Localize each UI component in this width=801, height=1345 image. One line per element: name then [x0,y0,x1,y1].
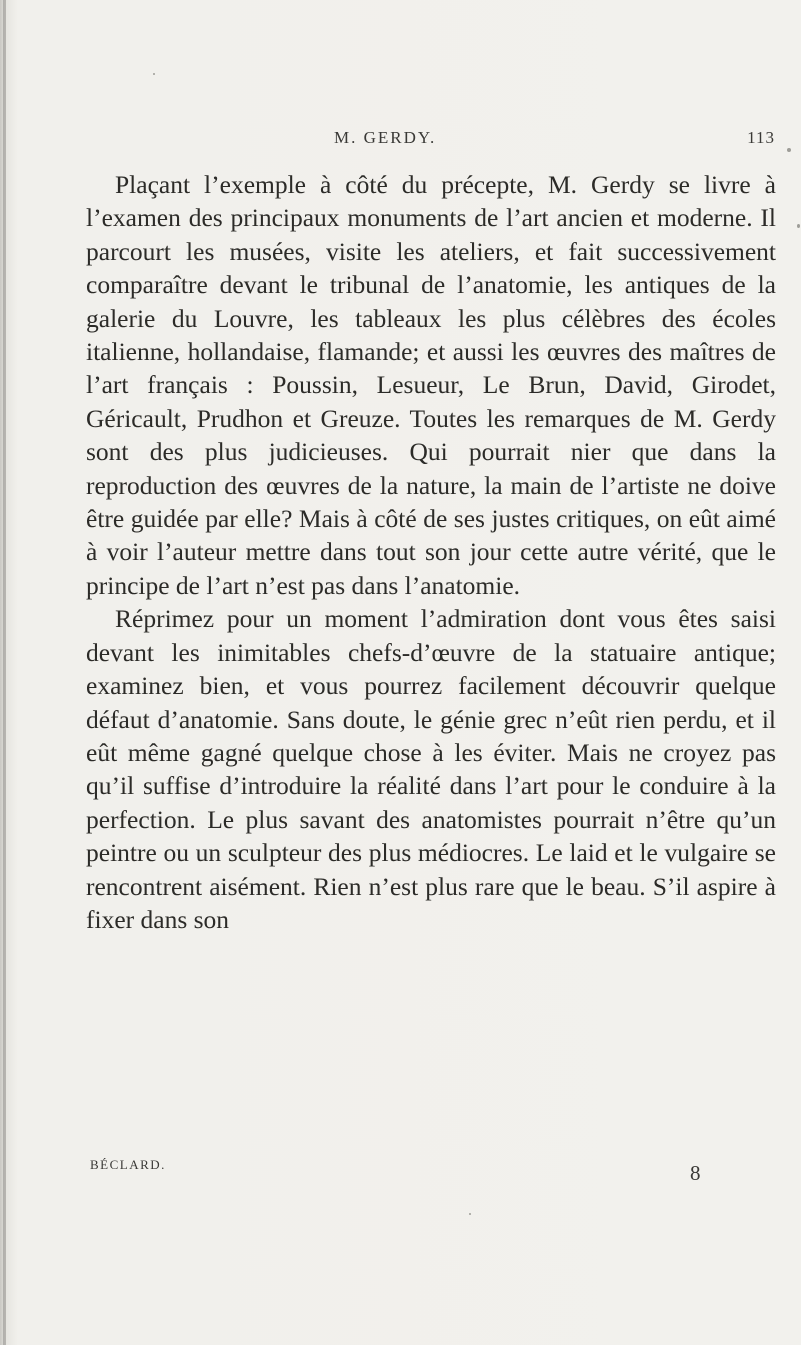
paragraph: Plaçant l’exemple à côté du précepte, M. Gerdy se livre à l’examen des principaux monuments de l’art ancien et moderne. Il parcourt les musées, visite les ateliers, et fait successivement comparaître devant le tribunal de l’anatomie, les antiques de la galerie du Louvre, les tableaux les plus célèbres des écoles italienne, hollandaise, flamande; et aussi les œuvres des maîtres de l’art français : Poussin, Lesueur, Le Brun, David, Girodet, Géricault, Prudhon et Greuze. Toutes les remarques de M. Gerdy sont des plus judicieuses. Qui pourrait nier que dans la reproduction des œuvres de la nature, la main de l’artiste ne doive être guidée par elle? Mais à côté de ses justes critiques, on eût aimé à voir l’auteur mettre dans tout son jour cette autre vérité, que le principe de l’art n’est pas dans l’anatomie. [86,170,776,600]
paper-speck [469,1213,471,1215]
paper-speck [787,148,791,152]
paper-speck [153,73,155,75]
paper-speck [797,224,800,228]
page-number: 113 [747,128,775,147]
running-head: M. GERDY. [334,128,437,147]
paragraph: Réprimez pour un moment l’admiration dont vous êtes saisi devant les inimitables chefs-d’œuvre de la statuaire antique; examinez bien, et vous pourrez facilement découvrir quelque défaut d’anatomie. Sans doute, le génie grec n’eût rien perdu, et il eût même gagné quelque chose à les éviter. Mais ne croyez pas qu’il suffise d’introduire la réalité dans l’art pour le conduire à la perfection. Le plus savant des anatomistes pourrait n’être qu’un peintre ou un sculpteur des plus médiocres. Le laid et le vulgaire se rencontrent aisément. Rien n’est plus rare que le beau. S’il aspire à fixer dans son [86,604,776,934]
signature-mark-label: BÉCLARD. [90,1157,166,1172]
sheet-signature-number: 8 [690,1161,701,1185]
binding-gutter [3,0,6,1345]
page-header [0,128,801,152]
page-footer [0,1157,801,1185]
body-text [86,168,776,936]
